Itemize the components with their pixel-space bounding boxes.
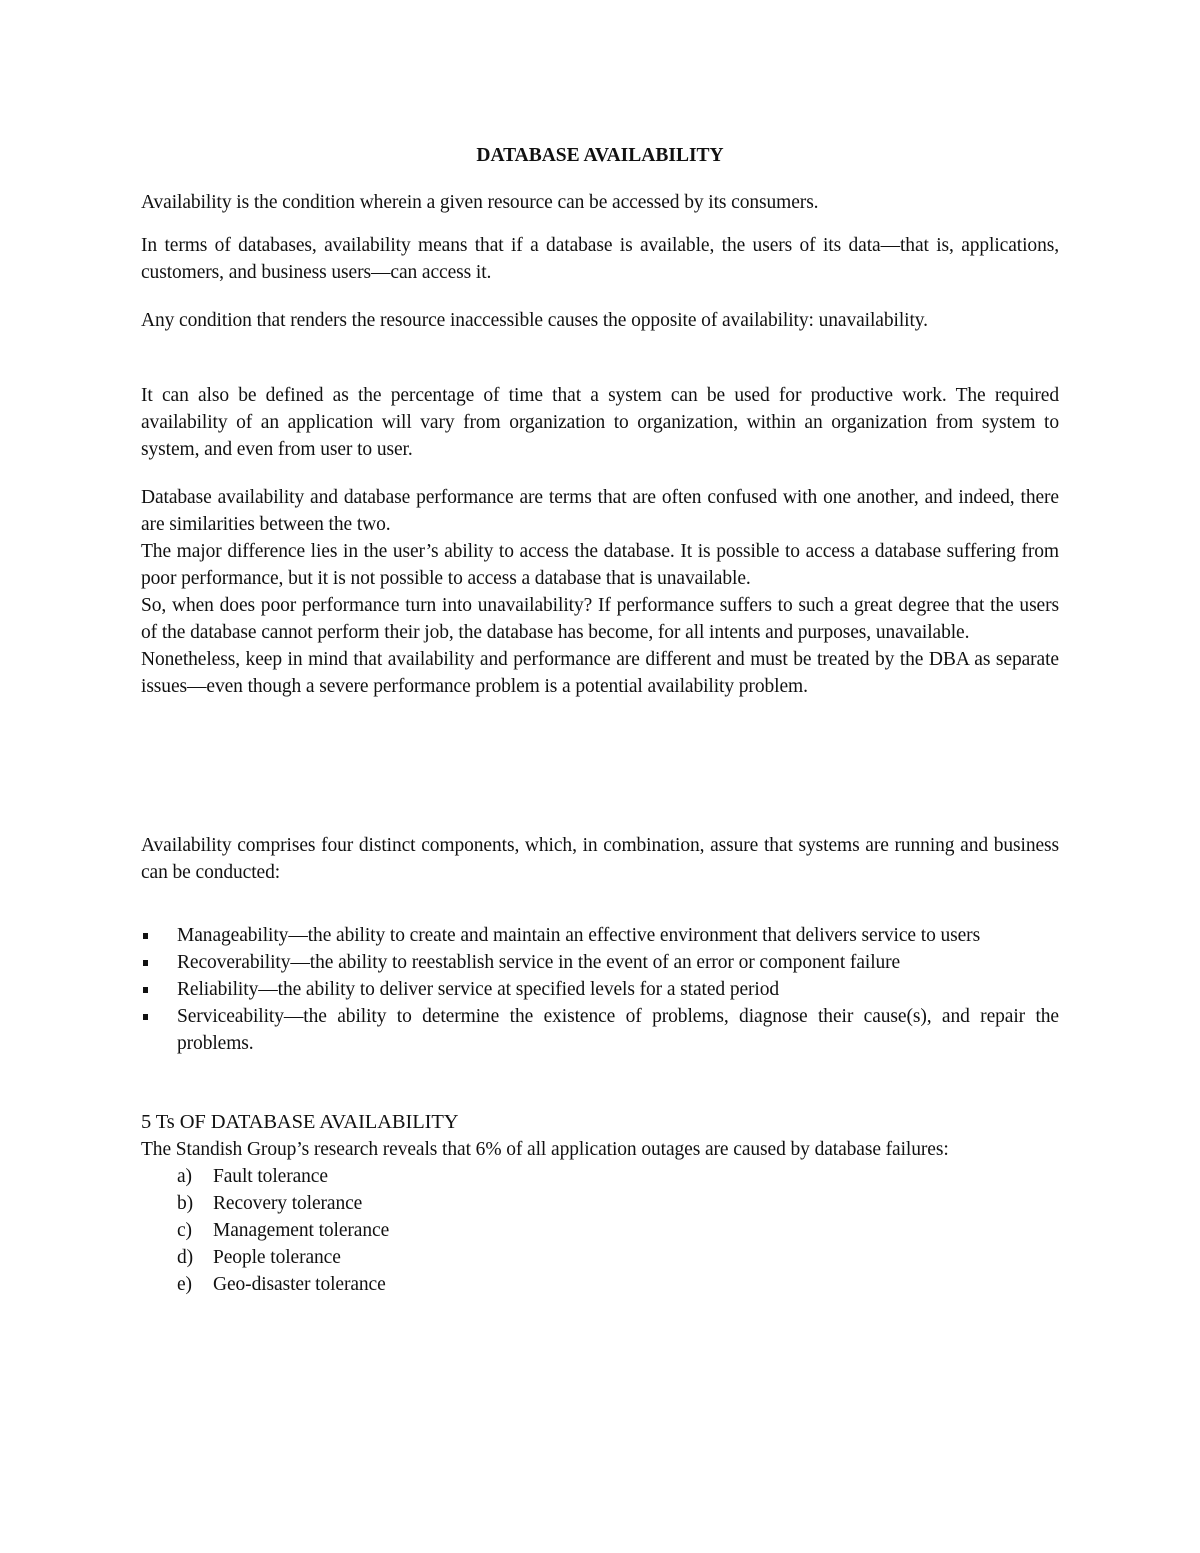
list-item-text: Serviceability—the ability to determine the existence of problems, diagnose their cause(s), and repair the problems. xyxy=(177,1006,1059,1054)
paragraph-text: Nonetheless, keep in mind that availability and performance are different and must be treated by the DBA as separate issues—even though a severe performance problem is a potential availability problem. xyxy=(141,649,1059,697)
components-list xyxy=(141,922,1059,1057)
list-item-text: Manageability—the ability to create and maintain an effective environment that delivers service to users xyxy=(177,925,981,946)
list-item xyxy=(177,1163,1059,1190)
list-item xyxy=(177,1217,1059,1244)
page-title: DATABASE AVAILABILITY xyxy=(476,145,724,166)
paragraph xyxy=(141,189,1059,216)
paragraph-text: The major difference lies in the user’s ability to access the database. It is possible to access a database suffering from poor performance, but it is not possible to access a database that is unavailable. xyxy=(141,541,1059,589)
list-marker: a) xyxy=(177,1166,192,1187)
paragraph xyxy=(141,382,1059,463)
list-marker: d) xyxy=(177,1247,194,1268)
paragraph-text: Any condition that renders the resource inaccessible causes the opposite of availability: unavailability. xyxy=(141,310,928,331)
paragraph-text: Availability comprises four distinct components, which, in combination, assure that systems are running and business can be conducted: xyxy=(141,835,1059,883)
list-item xyxy=(177,1190,1059,1217)
paragraph-text: Availability is the condition wherein a given resource can be accessed by its consumers. xyxy=(141,192,819,213)
components-intro xyxy=(141,832,1059,886)
bullet-icon xyxy=(143,987,148,993)
bullet-icon xyxy=(143,933,148,939)
list-marker: c) xyxy=(177,1220,192,1241)
list-item-text: Fault tolerance xyxy=(213,1166,328,1187)
paragraph xyxy=(141,307,1059,334)
list-marker: e) xyxy=(177,1274,192,1295)
paragraph-text: It can also be defined as the percentage of time that a system can be used for productive work. The required availability of an application will vary from organization to organization, within an organization from system to system, and even from user to user. xyxy=(141,385,1059,460)
list-item-text: Recovery tolerance xyxy=(213,1193,363,1214)
five-ts-section xyxy=(141,1109,1059,1298)
list-item-text: Reliability—the ability to deliver service at specified levels for a stated period xyxy=(177,979,780,1000)
performance-section xyxy=(141,484,1059,700)
list-item xyxy=(141,976,1059,1003)
paragraph-text: The Standish Group’s research reveals that 6% of all application outages are caused by database failures: xyxy=(141,1139,949,1160)
paragraph-text: In terms of databases, availability means that if a database is available, the users of its data—that is, applications, customers, and business users—can access it. xyxy=(141,235,1059,283)
list-item-text: People tolerance xyxy=(213,1247,341,1268)
paragraph-text: So, when does poor performance turn into unavailability? If performance suffers to such a great degree that the users of the database cannot perform their job, the database has become, for all intents and purposes, unavailable. xyxy=(141,595,1059,643)
list-item xyxy=(177,1271,1059,1298)
list-item-text: Management tolerance xyxy=(213,1220,390,1241)
paragraph-text: Database availability and database performance are terms that are often confused with one another, and indeed, there are similarities between the two. xyxy=(141,487,1059,535)
list-item-text: Recoverability—the ability to reestablish service in the event of an error or component failure xyxy=(177,952,901,973)
bullet-icon xyxy=(143,1014,148,1020)
list-item-text: Geo-disaster tolerance xyxy=(213,1274,386,1295)
bullet-icon xyxy=(143,960,148,966)
list-item xyxy=(141,1003,1059,1057)
list-marker: b) xyxy=(177,1193,194,1214)
list-item xyxy=(141,949,1059,976)
list-item xyxy=(177,1244,1059,1271)
section-heading: 5 Ts OF DATABASE AVAILABILITY xyxy=(141,1111,459,1133)
paragraph xyxy=(141,232,1059,286)
list-item xyxy=(141,922,1059,949)
